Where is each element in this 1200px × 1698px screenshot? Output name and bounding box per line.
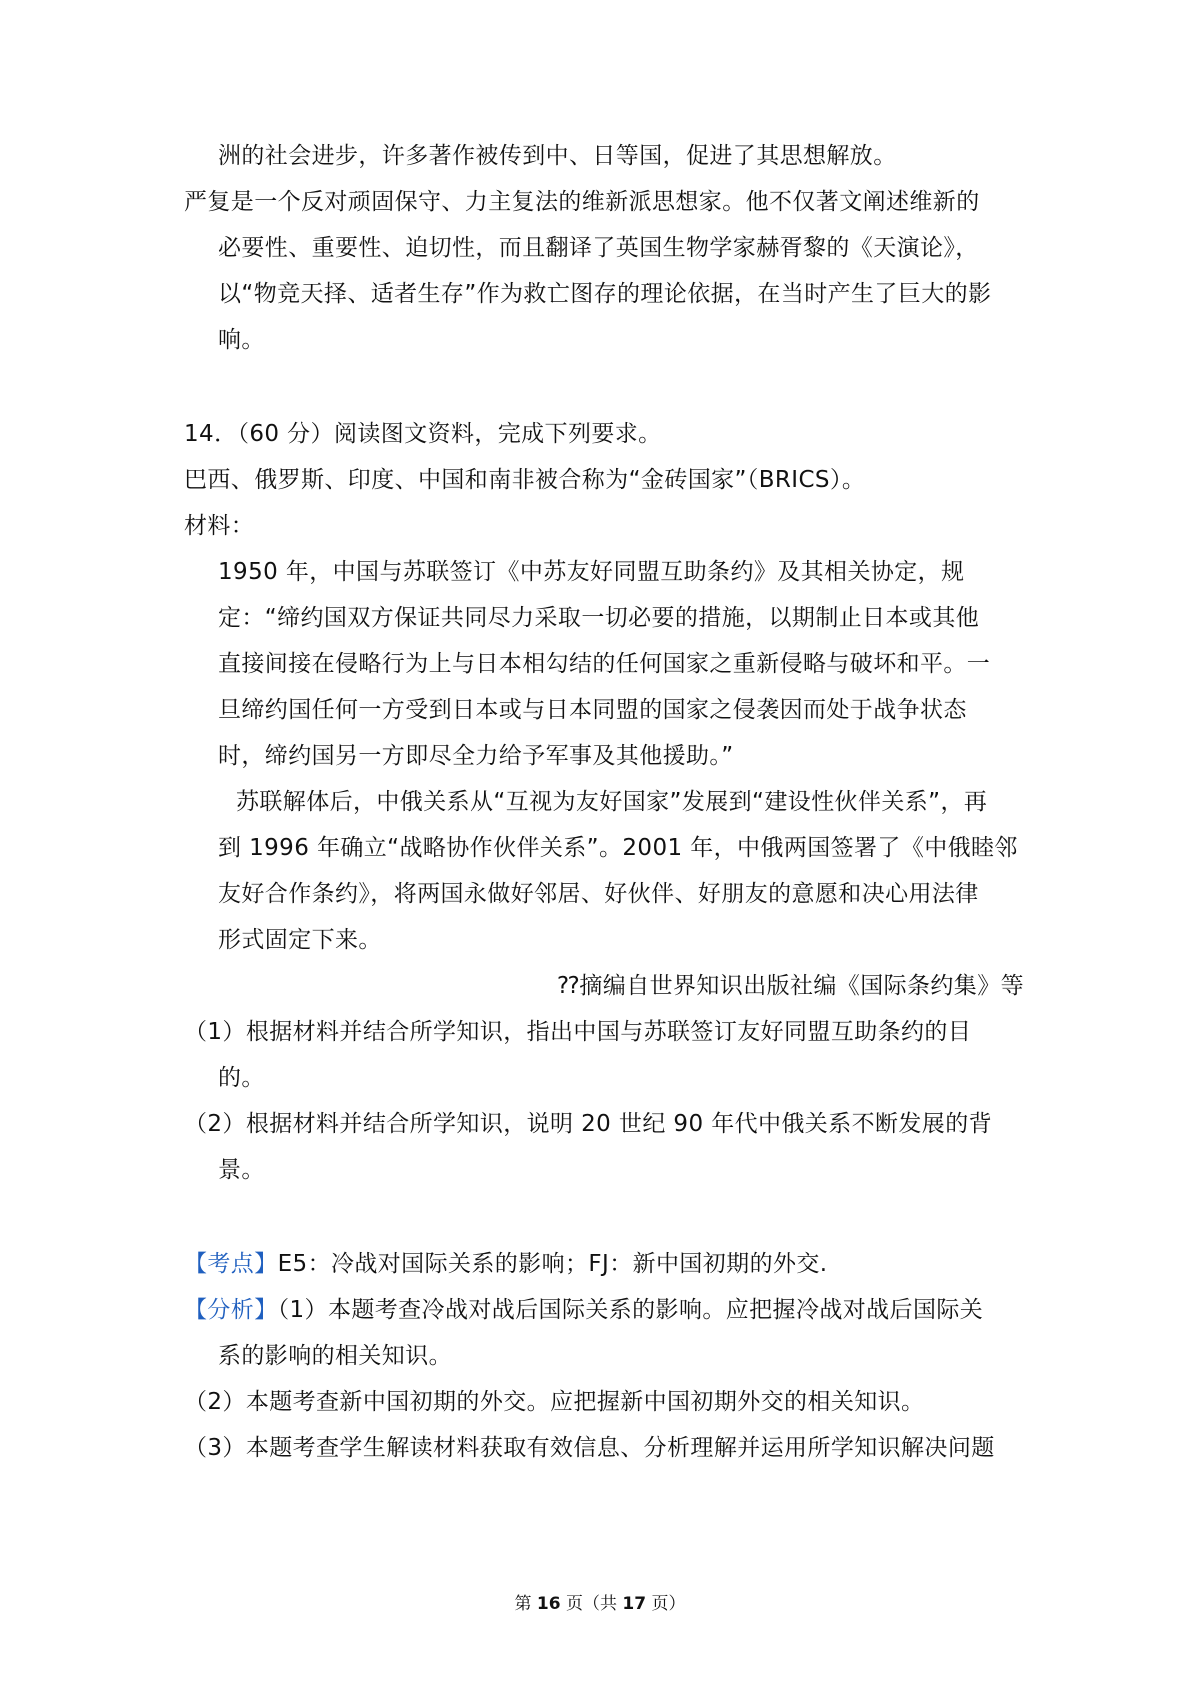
footer-suffix: 页）	[651, 1594, 686, 1614]
yanfu-line-1: 严复是一个反对顽固保守、力主复法的维新派思想家。他不仅著文阐述维新的	[184, 189, 980, 215]
total-page-number: 17	[622, 1594, 647, 1614]
yanfu-line-2: 必要性、重要性、迫切性，而且翻译了英国生物学家赫胥黎的《天演论》，	[218, 235, 979, 261]
material-para2-line-3: 友好合作条约》，将两国永做好邻居、好伙伴、好朋友的意愿和决心用法律	[218, 881, 979, 907]
sub-question-1-line-2: 的。	[218, 1065, 265, 1091]
material-para1-line-5: 时，缔约国另一方即尽全力给予军事及其他援助。”	[218, 743, 734, 769]
kaodian-line	[184, 1248, 828, 1280]
kaodian-label: 【考点】	[184, 1251, 278, 1277]
question-header: 14．（60 分）阅读图文资料，完成下列要求。	[184, 421, 662, 447]
fenxi-line	[184, 1294, 983, 1326]
fenxi-item-2: （2）本题考查新中国初期的外交。应把握新中国初期外交的相关知识。	[184, 1389, 925, 1415]
material-para1-line-2: 定：“缔约国双方保证共同尽力采取一切必要的措施，以期制止日本或其他	[218, 605, 980, 631]
sub-question-2-line-1: （2）根据材料并结合所学知识，说明 20 世纪 90 年代中俄关系不断发展的背	[184, 1111, 993, 1137]
fenxi-item-3: （3）本题考查学生解读材料获取有效信息、分析理解并运用所学知识解决问题	[184, 1435, 995, 1461]
material-label: 材料：	[184, 513, 255, 539]
material-para1-line-3: 直接间接在侵略行为上与日本相勾结的任何国家之重新侵略与破坏和平。一	[218, 651, 991, 677]
footer-prefix: 第	[514, 1594, 532, 1614]
material-para2-line-1: 苏联解体后，中俄关系从“互视为友好国家”发展到“建设性伙伴关系”，再	[236, 789, 988, 815]
footer-mid: 页（共	[566, 1594, 617, 1614]
current-page-number: 16	[536, 1594, 561, 1614]
sub-question-2-line-2: 景。	[218, 1157, 265, 1183]
fenxi-line-2: 系的影响的相关知识。	[218, 1343, 452, 1369]
material-para1-line-1: 1950 年，中国与苏联签订《中苏友好同盟互助条约》及其相关协定，规	[218, 559, 965, 585]
yanfu-line-3: 以“物竞天择、适者生存”作为救亡图存的理论依据，在当时产生了巨大的影	[218, 281, 992, 307]
fenxi-label: 【分析】	[184, 1297, 278, 1323]
material-para1-line-4: 旦缔约国任何一方受到日本或与日本同盟的国家之侵袭因而处于战争状态	[218, 697, 967, 723]
material-para2-line-2: 到 1996 年确立“战略协作伙伴关系”。2001 年，中俄两国签署了《中俄睦邻	[218, 835, 1018, 861]
page-footer	[0, 1592, 1200, 1616]
yanfu-line-4: 响。	[218, 327, 265, 353]
kaodian-text: E5：冷战对国际关系的影响；FJ：新中国初期的外交.	[277, 1251, 828, 1277]
fenxi-text-1: （1）本题考查冷战对战后国际关系的影响。应把握冷战对战后国际关	[277, 1297, 984, 1323]
material-source: ⁇摘编自世界知识出版社编《国际条约集》等	[557, 973, 1024, 999]
material-para2-line-4: 形式固定下来。	[218, 927, 382, 953]
sub-question-1-line-1: （1）根据材料并结合所学知识，指出中国与苏联签订友好同盟互助条约的目	[184, 1019, 972, 1045]
question-intro: 巴西、俄罗斯、印度、中国和南非被合称为“金砖国家”（BRICS）。	[184, 467, 866, 493]
prev-continuation: 洲的社会进步，许多著作被传到中、日等国，促进了其思想解放。	[218, 143, 897, 169]
